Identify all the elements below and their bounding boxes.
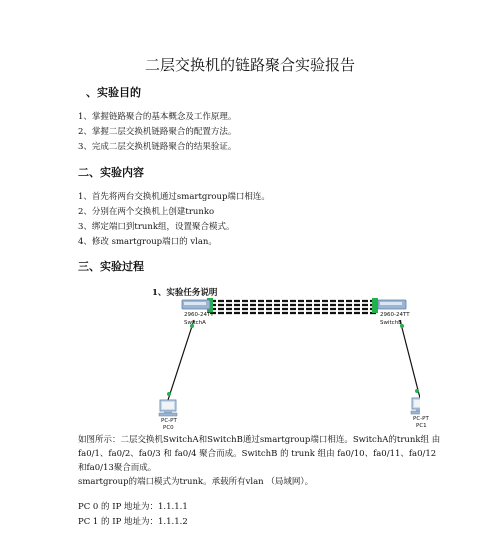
pc0-icon — [159, 400, 177, 416]
pc1-model: PC-PT — [413, 416, 429, 422]
subsection-heading: 1、实验任务说明 — [152, 288, 218, 298]
ip-address-line: PC 0 的 IP 地址为：1.1.1.1 — [78, 502, 188, 512]
pc0-name: PC0 — [163, 425, 174, 431]
description-line: 和fa0/13聚合而成。 — [78, 463, 157, 473]
pc0-model: PC-PT — [161, 418, 177, 424]
list-item: 1、首先将两台交换机通过smartgroup端口相连。 — [78, 192, 270, 202]
pc1-name: PC1 — [416, 423, 427, 429]
description-line: 如图所示：二层交换机SwitchA和SwitchB通过smartgroup端口相连。SwitchA的trunk组 由 — [78, 435, 441, 445]
link-switch-b-pc1 — [400, 320, 420, 398]
list-item: 2、掌握二层交换机链路聚合的配置方法。 — [78, 127, 237, 137]
list-item: 1、掌握链路聚合的基本概念及工作原理。 — [78, 112, 237, 122]
aggregated-link-bundle — [210, 301, 378, 313]
section-heading-content: 二、实验内容 — [78, 166, 144, 179]
pc1-icon — [411, 398, 420, 414]
switch-b-name: SwitchB — [380, 320, 402, 326]
switch-a-icon — [182, 300, 210, 309]
port-indicator-switch-b — [372, 298, 378, 313]
switch-a-name: SwitchA — [184, 320, 206, 326]
ip-address-line: PC 1 的 IP 地址为：1.1.1.2 — [78, 517, 188, 527]
switch-b-model: 2960-24TT — [380, 312, 410, 318]
section-heading-objectives: 、实验目的 — [86, 86, 141, 99]
list-item: 3、绑定端口到trunk组，设置聚合模式。 — [78, 222, 235, 232]
link-indicator — [167, 392, 171, 396]
page-title: 二层交换机的链路聚合实验报告 — [144, 56, 355, 74]
switch-b-icon — [378, 300, 406, 309]
list-item: 3、完成二层交换机链路聚合的结果验证。 — [78, 142, 237, 152]
link-switch-a-pc0 — [168, 320, 194, 400]
section-heading-process: 三、实验过程 — [78, 260, 144, 273]
list-item: 2、分别在两个交换机上创建trunko — [78, 207, 215, 217]
list-item: 4、修改 smartgroup端口的 vlan。 — [78, 237, 217, 247]
switch-a-model: 2960-24TT — [184, 312, 214, 318]
description-line: fa0/1、fa0/2、fa0/3 和 fa0/4 聚合而成。SwitchB 的 trunk 组由 fa0/10、fa0/11、fa0/12 — [78, 449, 437, 459]
link-indicator — [415, 389, 419, 393]
description-line: smartgroup的端口模式为trunk。承载所有vlan （局域网）。 — [78, 477, 314, 487]
